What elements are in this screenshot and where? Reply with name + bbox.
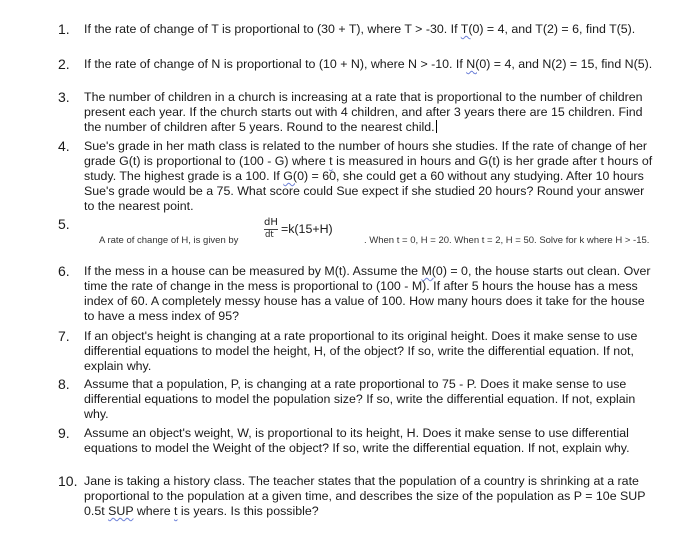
problem-text: If the rate of change of N is proportional to (10 + N), where N > -10. If N(0) = 4, and N(2) = 15, find N(5). <box>84 57 653 71</box>
problem-number: 1. <box>58 21 70 37</box>
text-cursor <box>436 120 437 133</box>
problem-number: 5. <box>58 216 70 232</box>
problem-number: 10. <box>58 473 78 489</box>
spellcheck-underline: G( <box>283 169 298 183</box>
equation-rhs: =k(15+H) <box>281 222 333 236</box>
problem-5 <box>0 217 693 253</box>
spellcheck-underline: t <box>329 154 333 168</box>
spellcheck-underline: N( <box>466 57 480 71</box>
problem-text: If the mess in a house can be measured by M(t). Assume the M(0) = 0, the house starts out clean. Over time the rate of change in the mess is proportional to (100 - M). If after 5 hours the house has a mess index of 60. A completely messy house has a value of 100. How many hours does it take for the house to have a mess index of 95? <box>84 264 651 323</box>
problem-number: 7. <box>58 328 70 344</box>
spellcheck-underline: t <box>174 504 178 518</box>
problem-text: If an object's height is changing at a rate proportional to its original height. Does it make sense to use differential equations to model the height, H, of the object? If so, write the differential equation. If not, explain why. <box>84 329 638 373</box>
problem-text: If the rate of change of T is proportional to (30 + T), where T > -30. If T(0) = 4, and T(2) = 6, find T(5). <box>84 22 636 36</box>
problem-text: Assume that a population, P, is changing at a rate proportional to 75 - P. Does it make sense to use differential equations to model the population size? If so, write the differential equation. If not, explain why. <box>84 377 636 421</box>
problem-number: 6. <box>58 263 70 279</box>
problem-number: 8. <box>58 376 70 392</box>
problem-number: 4. <box>58 138 70 154</box>
fraction-denominator: dt <box>265 230 274 240</box>
problem-text: Assume an object's weight, W, is proportional to its height, H. Does it make sense to use differential equations to model the Weight of the object? If so, write the differential equation. If not, explain why. <box>84 426 630 455</box>
spellcheck-underline: SUP <box>108 504 134 518</box>
problem-text: Jane is taking a history class. The teacher states that the population of a country is shrinking at a rate proportional to the population at a given time, and describes the size of the population as P = 10e SUP 0.5t SUP where t is years. Is this possible? <box>84 474 646 518</box>
spellcheck-underline: M( <box>421 264 436 278</box>
problem-text: The number of children in a church is increasing at a rate that is proportional to the number of children present each year. If the church starts out with 4 children, and after 3 years there are 15 children. Find the number of children after 5 years. Round to the nearest child. <box>84 90 643 134</box>
problem-number: 9. <box>58 425 70 441</box>
problem-5-lead: A rate of change of H, is given by <box>99 235 239 246</box>
problem-number: 2. <box>58 56 70 72</box>
fraction-numerator: dH <box>264 217 278 228</box>
problem-number: 3. <box>58 89 70 105</box>
spellcheck-underline: T( <box>460 22 473 36</box>
problem-5-tail: . When t = 0, H = 20. When t = 2, H = 50. Solve for k where H > -15. <box>364 235 650 246</box>
problem-text: Sue's grade in her math class is related to the number of hours she studies. If the rate of change of her grade G(t) is proportional to (100 - G) where t is measured in hours and G(t) is her grade after t hours of study. The highest grade is a 100. If G(0) = 60, she could get a 60 without any studying. After 10 hours Sue's grade would be a 75. What score could Sue expect if she studied 20 hours? Round your answer to the nearest point. <box>84 139 653 213</box>
